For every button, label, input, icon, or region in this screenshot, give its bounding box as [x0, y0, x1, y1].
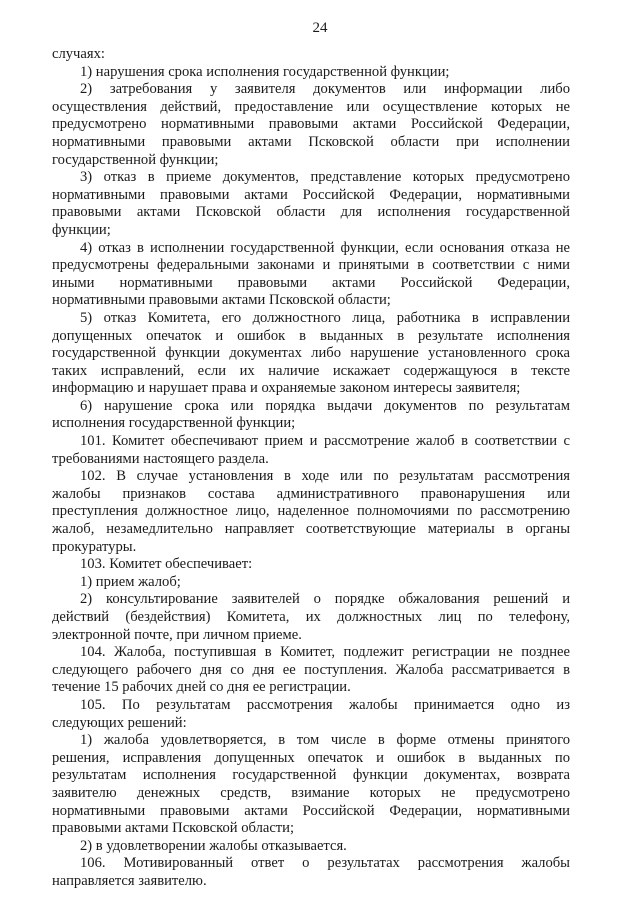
text-line: 2) в удовлетворении жалобы отказывается.: [80, 837, 347, 854]
text-line: предусмотрено нормативными правовыми актами Российской Федерации,: [52, 116, 570, 133]
text-line: нормативными правовыми актами Российской Федерации, нормативными: [52, 802, 570, 819]
text-line: жалоб, незамедлительно направляет соответствующие материалы в органы: [52, 521, 570, 538]
text-line: нормативными правовыми актами Псковской области;: [52, 292, 391, 309]
text-line: нормативными правовыми актами Псковской области при исполнении: [52, 133, 570, 150]
text-line: исполнения государственной функции;: [52, 415, 296, 432]
text-line: иными нормативными правовыми актами Российской Федерации,: [52, 274, 570, 291]
text-line: следующего рабочего дня со дня ее поступления. Жалоба рассматривается в: [52, 661, 570, 678]
text-line: направляется заявителю.: [52, 872, 207, 889]
text-line: 101. Комитет обеспечивают прием и рассмотрение жалоб в соответствии с: [80, 433, 570, 450]
text-line: действий (бездействия) Комитета, их должностных лиц по телефону,: [52, 609, 570, 625]
text-line: 6) нарушение срока или порядка выдачи документов по результатам: [80, 397, 570, 414]
text-line: допущенных опечаток и ошибок в выданных в результате исполнения: [52, 327, 570, 344]
text-line: функции;: [52, 221, 111, 238]
text-line: течение 15 рабочих дней со дня ее регистрации.: [52, 679, 351, 696]
text-line: случаях:: [52, 46, 105, 62]
text-line: результатам исполнения государственной функции документах, возврата: [52, 767, 570, 784]
text-line: решения, исправления допущенных опечаток и ошибок в выданных по: [52, 749, 570, 766]
text-line: электронной почте, при личном приеме.: [52, 626, 302, 643]
text-line: следующих решений:: [52, 714, 187, 731]
text-line: 105. По результатам рассмотрения жалобы принимается одно из: [80, 696, 570, 713]
text-line: государственной функции документах либо нарушение установленного срока: [52, 345, 570, 362]
text-line: 103. Комитет обеспечивает:: [80, 556, 253, 573]
text-line: 4) отказ в исполнении государственной функции, если основания отказа не: [80, 239, 570, 256]
document-text-body: [52, 46, 570, 891]
text-line: государственной функции;: [52, 151, 219, 168]
text-line: преступления должностное лицо, наделенное полномочиями по рассмотрению: [52, 503, 570, 520]
text-line: 2) консультирование заявителей о порядке обжалования решений и: [80, 591, 570, 608]
text-line: жалобы признаков состава административного правонарушения или: [52, 485, 570, 502]
text-line: правовыми актами Псковской области для исполнения государственной: [52, 204, 570, 221]
text-line: прокуратуры.: [52, 538, 137, 555]
text-line: таких исправлений, если их наличие искажает содержащуюся в тексте: [52, 362, 570, 379]
text-line: 102. В случае установления в ходе или по результатам рассмотрения: [80, 468, 570, 485]
text-line: информацию и нарушает права и охраняемые законом интересы заявителя;: [52, 380, 521, 397]
text-line: 1) нарушения срока исполнения государственной функции;: [80, 63, 450, 80]
text-line: 1) прием жалоб;: [80, 573, 181, 590]
text-line: правовыми актами Псковской области;: [52, 820, 295, 837]
text-line: заявителю денежных средств, взимание которых не предусмотрено: [52, 784, 570, 801]
text-line: 5) отказ Комитета, его должностного лица, работника в исправлении: [80, 309, 570, 326]
text-line: нормативными правовыми актами Российской Федерации, нормативными: [52, 186, 570, 203]
text-line: 3) отказ в приеме документов, представление которых предусмотрено: [80, 169, 570, 186]
page-number: 24: [312, 20, 328, 36]
text-line: предусмотрены федеральными законами и принятыми в соответствии с ними: [52, 257, 570, 274]
text-line: осуществления действий, предоставление или осуществление которых не: [52, 98, 570, 115]
text-line: 1) жалоба удовлетворяется, в том числе в форме отмены принятого: [80, 732, 570, 749]
text-line: требованиями настоящего раздела.: [52, 450, 269, 467]
text-line: 2) затребования у заявителя документов или информации либо: [80, 81, 570, 98]
text-line: 106. Мотивированный ответ о результатах рассмотрения жалобы: [80, 855, 570, 872]
text-line: 104. Жалоба, поступившая в Комитет, подлежит регистрации не позднее: [80, 644, 570, 661]
